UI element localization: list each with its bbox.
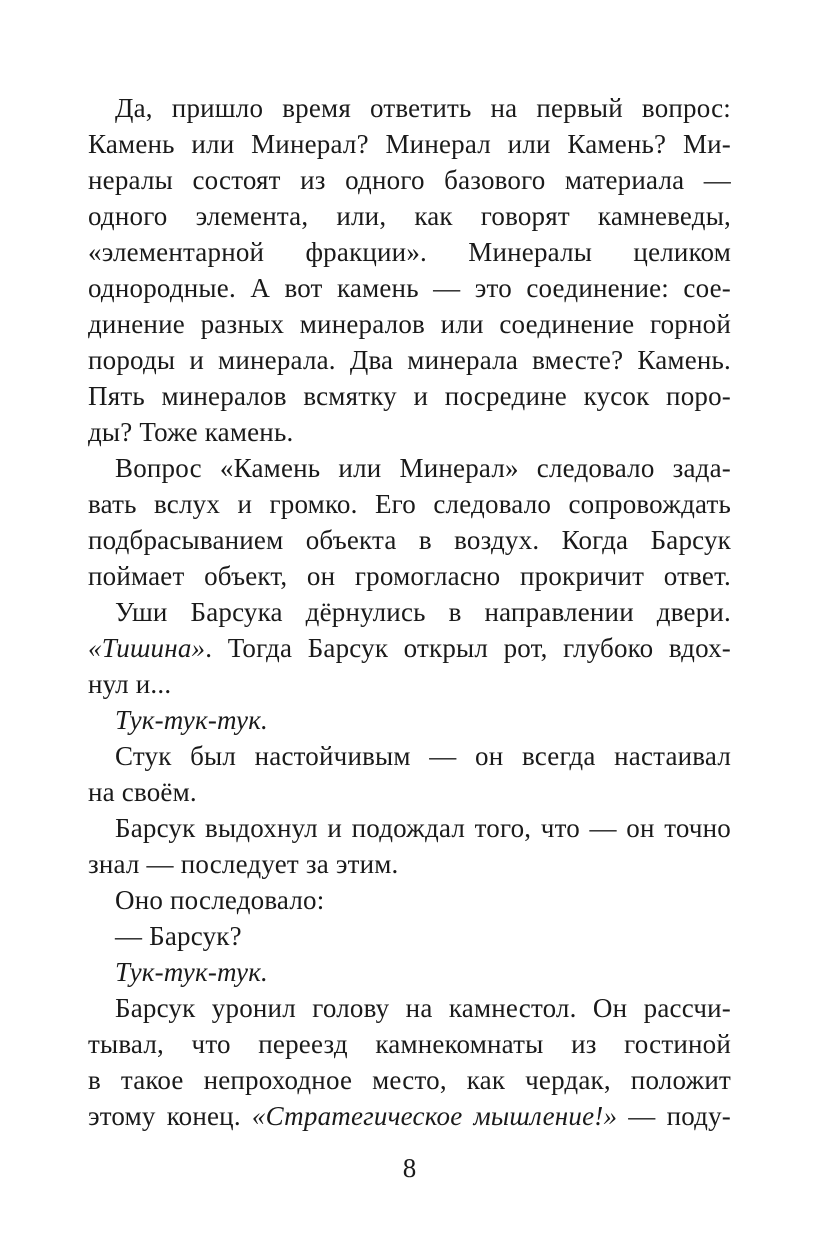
- text-run: Пять минералов всмятку и посредине кусок поро-: [88, 381, 731, 411]
- text-line: [88, 522, 731, 558]
- text-run: Вопрос «Камень или Минерал» следовало зада-: [115, 453, 731, 483]
- text-line: [88, 702, 731, 738]
- text-run: Да, пришло время ответить на первый вопрос:: [115, 93, 731, 123]
- italic-text-run: «Тишина»: [88, 633, 206, 663]
- text-run: Барсук выдохнул и подождал того, что — он точно: [115, 813, 731, 843]
- text-run: ды? Тоже камень.: [88, 417, 294, 447]
- text-run: Стук был настойчивым — он всегда настаивал: [115, 741, 731, 771]
- text-run: — поду-: [617, 1101, 731, 1131]
- italic-text-run: «Стратегическое мышление!»: [251, 1101, 618, 1131]
- text-run: поймает объект, он громогласно прокричит ответ.: [88, 561, 731, 591]
- text-run: подбрасыванием объекта в воздух. Когда Барсук: [88, 525, 731, 555]
- text-run: вать вслух и громко. Его следовало сопровождать: [88, 489, 731, 519]
- text-line: [88, 414, 731, 450]
- text-line: [88, 954, 731, 990]
- text-line: [88, 90, 731, 126]
- text-run: однородные. А вот камень — это соединение: сое-: [88, 273, 731, 303]
- text-line: [88, 162, 731, 198]
- text-run: Уши Барсука дёрнулись в направлении двери.: [115, 597, 731, 627]
- text-block: [88, 90, 731, 1134]
- text-line: [88, 594, 731, 630]
- text-line: [88, 486, 731, 522]
- text-line: [88, 918, 731, 954]
- text-run: «элементарной фракции». Минералы целиком: [88, 237, 731, 267]
- text-run: знал — последует за этим.: [88, 849, 399, 879]
- text-line: [88, 306, 731, 342]
- text-run: Оно последовало:: [115, 885, 325, 915]
- text-run: нул и...: [88, 669, 172, 699]
- text-run: Барсук уронил голову на камнестол. Он рассчи-: [115, 993, 731, 1023]
- text-line: [88, 270, 731, 306]
- page-number: 8: [402, 1153, 417, 1183]
- text-run: тывал, что переезд камнекомнаты из гостиной: [88, 1029, 731, 1059]
- text-line: [88, 882, 731, 918]
- text-run: этому конец.: [88, 1101, 252, 1131]
- text-line: [88, 450, 731, 486]
- text-run: породы и минерала. Два минерала вместе? Камень.: [88, 345, 731, 375]
- text-line: [88, 846, 731, 882]
- text-run: на своём.: [88, 777, 197, 807]
- text-line: [88, 810, 731, 846]
- text-run: динение разных минералов или соединение горной: [88, 309, 731, 339]
- text-run: одного элемента, или, как говорят камневеды,: [88, 201, 731, 231]
- text-line: [88, 198, 731, 234]
- text-run: — Барсук?: [115, 921, 242, 951]
- text-run: . Тогда Барсук открыл рот, глубоко вдох-: [205, 633, 731, 663]
- text-line: [88, 342, 731, 378]
- text-line: [88, 234, 731, 270]
- text-line: [88, 1062, 731, 1098]
- italic-text-run: Тук-тук-тук.: [115, 957, 268, 987]
- text-line: [88, 738, 731, 774]
- text-line: [88, 558, 731, 594]
- text-line: [88, 666, 731, 702]
- text-line: [88, 1026, 731, 1062]
- text-line: [88, 990, 731, 1026]
- text-line: [88, 630, 731, 666]
- text-run: нералы состоят из одного базового материала —: [88, 165, 731, 195]
- text-run: Камень или Минерал? Минерал или Камень? Ми-: [88, 129, 731, 159]
- text-run: в такое непроходное место, как чердак, положит: [88, 1065, 731, 1095]
- text-line: [88, 378, 731, 414]
- text-line: [88, 774, 731, 810]
- text-line: [88, 1098, 731, 1134]
- text-line: [88, 126, 731, 162]
- italic-text-run: Тук-тук-тук.: [115, 705, 268, 735]
